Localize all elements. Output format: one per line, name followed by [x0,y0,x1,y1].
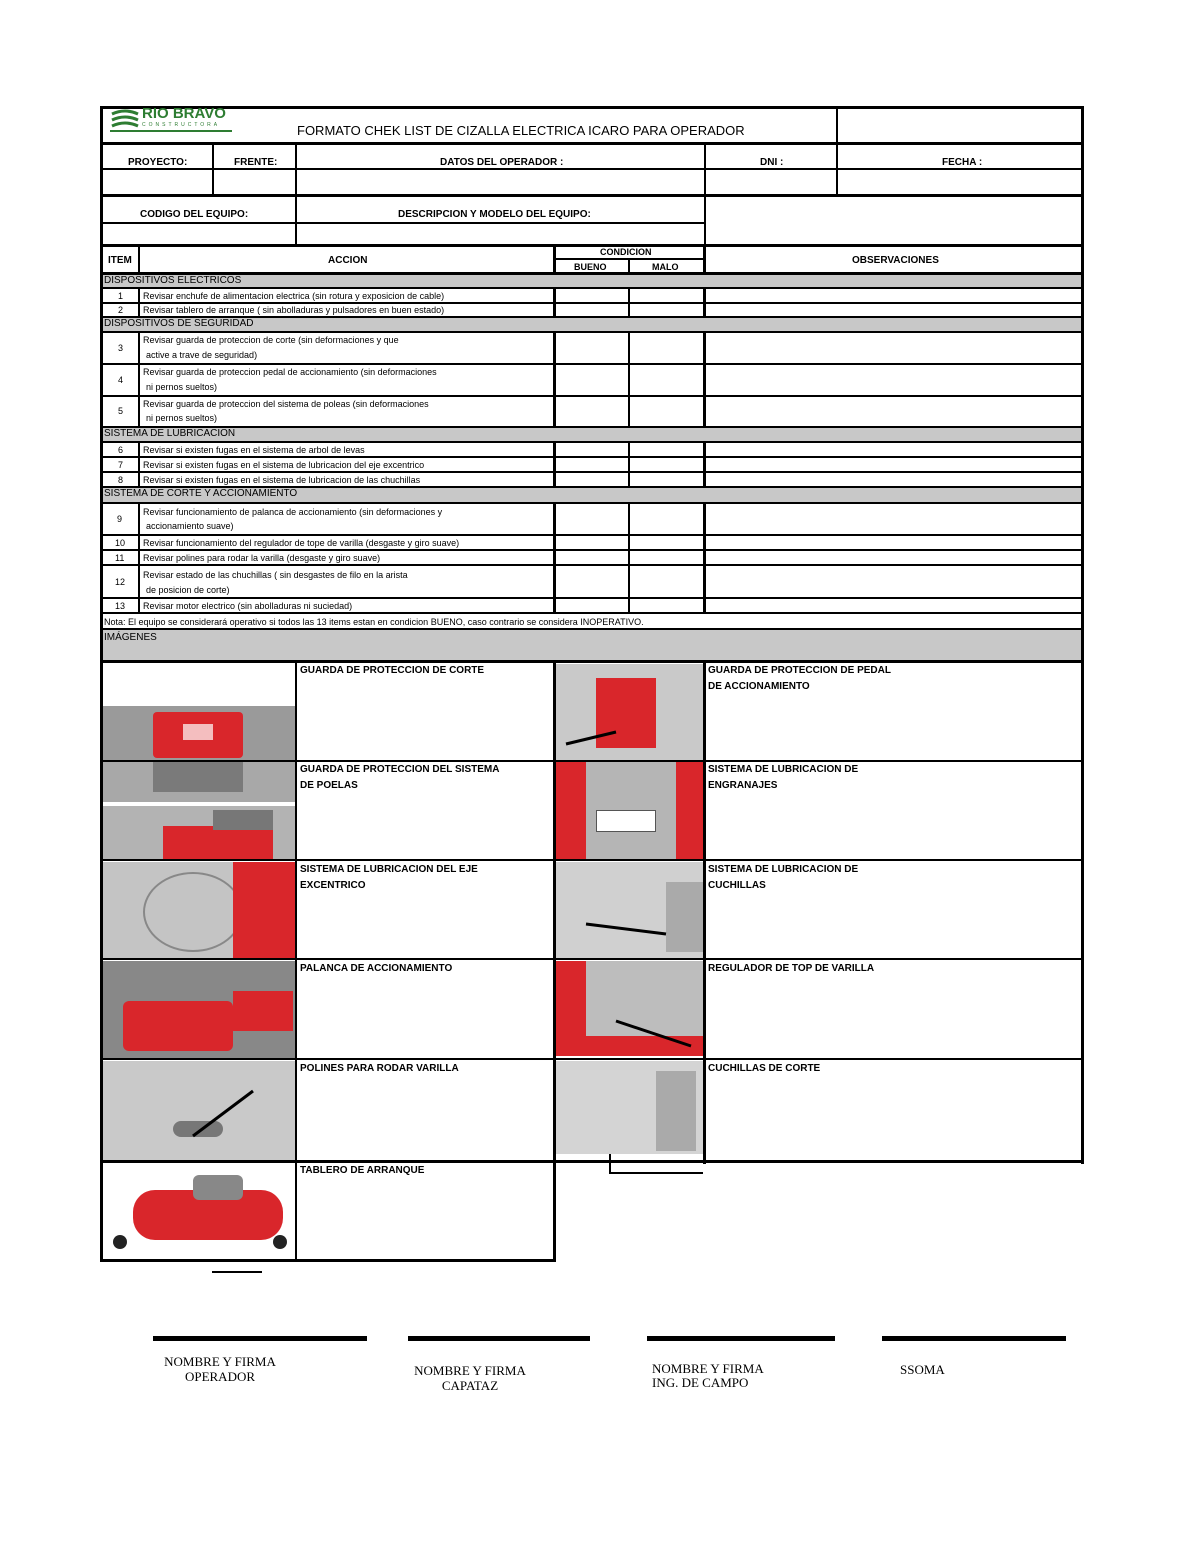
caption-polines: POLINES PARA RODAR VARILLA [300,1063,459,1074]
photo-regulador [556,961,703,1056]
item-number: 1 [118,291,124,301]
codigo-input[interactable] [103,224,295,244]
item-action: Revisar motor electrico (sin abolladuras ni suciedad) [143,601,353,611]
logo-sub: CONSTRUCTORA [142,122,221,128]
photo-tablero [103,1165,295,1259]
caption-lub-eje-2: EXCENTRICO [300,880,366,891]
section-electricos: DISPOSITIVOS ELECTRICOS [104,275,242,286]
header-accion: ACCION [328,255,368,266]
sig-ssoma: SSOMA [900,1362,945,1377]
logo-mark-icon [110,108,140,132]
page-title: FORMATO CHEK LIST DE CIZALLA ELECTRICA ICARO PARA OPERADOR [297,123,745,138]
photo-lubricacion-eje [103,862,295,958]
item-action: Revisar estado de las chuchillas ( sin desgastes de filo en la arista [143,570,408,580]
label-codigo: CODIGO DEL EQUIPO: [140,209,249,220]
item-action-cont: ni pernos sueltos) [146,382,218,392]
header-malo: MALO [652,262,679,272]
label-descripcion: DESCRIPCION Y MODELO DEL EQUIPO: [398,209,591,220]
images-heading: IMÁGENES [104,632,157,643]
item-number: 3 [118,343,124,353]
proyecto-input[interactable] [103,170,212,194]
nota-text: Nota: El equipo se considerará operativo si todos las 13 items estan en condicion BUENO, caso contrario se considera INOPERATIVO. [104,617,644,627]
label-operador: DATOS DEL OPERADOR : [440,157,564,168]
sig-operador-role: OPERADOR [184,1369,256,1384]
section-corte: SISTEMA DE CORTE Y ACCIONAMIENTO [104,488,298,499]
item-action: Revisar guarda de proteccion pedal de accionamiento (sin deformaciones [143,367,437,377]
caption-lub-cuchillas: SISTEMA DE LUBRICACION DE [708,864,859,875]
item-number: 2 [118,305,124,315]
header-condicion: CONDICION [600,247,652,257]
caption-cuchillas: CUCHILLAS DE CORTE [708,1063,821,1074]
caption-lub-eje: SISTEMA DE LUBRICACION DEL EJE [300,864,478,875]
logo-name: RIO BRAVO [142,105,226,122]
label-dni: DNI : [760,157,784,168]
photo-lubricacion-cuchillas [556,862,703,958]
photo-guarda-pedal [556,664,703,760]
item-number: 4 [118,375,124,385]
item-number: 8 [118,475,124,485]
caption-guarda-corte: GUARDA DE PROTECCION DE CORTE [300,665,485,676]
caption-regulador: REGULADOR DE TOP DE VARILLA [708,963,875,974]
item-number: 11 [115,553,125,563]
label-frente: FRENTE: [234,157,278,168]
item-number: 7 [118,460,124,470]
header-item: ITEM [108,255,132,266]
label-proyecto: PROYECTO: [128,157,188,168]
item-action: Revisar si existen fugas en el sistema de arbol de levas [143,445,365,455]
photo-cuchillas [556,1061,703,1154]
item-action-cont: ni pernos sueltos) [146,413,218,423]
caption-guarda-pedal-2: DE ACCIONAMIENTO [708,681,810,692]
section-lubricacion: SISTEMA DE LUBRICACION [104,428,236,439]
sig-capataz-title: NOMBRE Y FIRMA [414,1363,526,1378]
item-action: Revisar funcionamiento del regulador de tope de varilla (desgaste y giro suave) [143,538,460,548]
item-action: Revisar guarda de proteccion del sistema de poleas (sin deformaciones [143,399,429,409]
sig-ing-title: NOMBRE Y FIRMA [652,1361,764,1376]
item-number: 6 [118,445,124,455]
item-action: Revisar enchufe de alimentacion electrica (sin rotura y exposicion de cable) [143,291,445,301]
caption-tablero: TABLERO DE ARRANQUE [300,1165,425,1176]
caption-lub-cuchillas-2: CUCHILLAS [708,880,766,891]
item-number: 12 [115,577,126,587]
fecha-input[interactable] [838,170,1081,194]
operador-input[interactable] [297,170,704,194]
caption-guarda-poleas-2: DE POELAS [300,780,358,791]
header-observaciones: OBSERVACIONES [852,255,939,266]
sig-operador-title: NOMBRE Y FIRMA [164,1354,276,1369]
item-action-cont: active a trave de seguridad) [146,350,258,360]
company-logo [108,106,232,136]
dni-input[interactable] [706,170,836,194]
label-fecha: FECHA : [942,157,983,168]
photo-lubricacion-engranajes [556,762,703,859]
sig-ing-role: ING. DE CAMPO [652,1375,749,1390]
descripcion-input[interactable] [297,224,704,244]
item-action: Revisar tablero de arranque ( sin abolladuras y pulsadores en buen estado) [143,305,445,315]
item-action-cont: accionamiento suave) [146,521,234,531]
caption-lub-engranajes-2: ENGRANAJES [708,780,778,791]
photo-guarda-poleas [103,806,295,859]
item-action: Revisar si existen fugas en el sistema de lubricacion de las chuchillas [143,475,421,485]
item-action: Revisar polines para rodar la varilla (desgaste y giro suave) [143,553,381,563]
caption-guarda-poleas: GUARDA DE PROTECCION DEL SISTEMA [300,764,500,775]
item-number: 5 [118,406,124,416]
caption-guarda-pedal: GUARDA DE PROTECCION DE PEDAL [708,665,891,676]
item-action: Revisar funcionamiento de palanca de accionamiento (sin deformaciones y [143,507,443,517]
item-number: 10 [115,538,126,548]
caption-lub-engranajes: SISTEMA DE LUBRICACION DE [708,764,859,775]
photo-palanca [103,961,295,1058]
photo-polines [103,1061,295,1160]
item-number: 13 [115,601,126,611]
header-bueno: BUENO [574,262,607,272]
sig-capataz-role: CAPATAZ [441,1378,499,1393]
item-action-cont: de posicion de corte) [146,585,230,595]
section-seguridad: DISPOSITIVOS DE SEGURIDAD [104,318,254,329]
item-action: Revisar guarda de proteccion de corte (sin deformaciones y que [143,335,399,345]
caption-palanca: PALANCA DE ACCIONAMIENTO [300,963,453,974]
photo-guarda-corte [103,706,295,760]
item-action: Revisar si existen fugas en el sistema de lubricacion del eje excentrico [143,460,425,470]
item-number: 9 [117,514,123,524]
frente-input[interactable] [214,170,295,194]
